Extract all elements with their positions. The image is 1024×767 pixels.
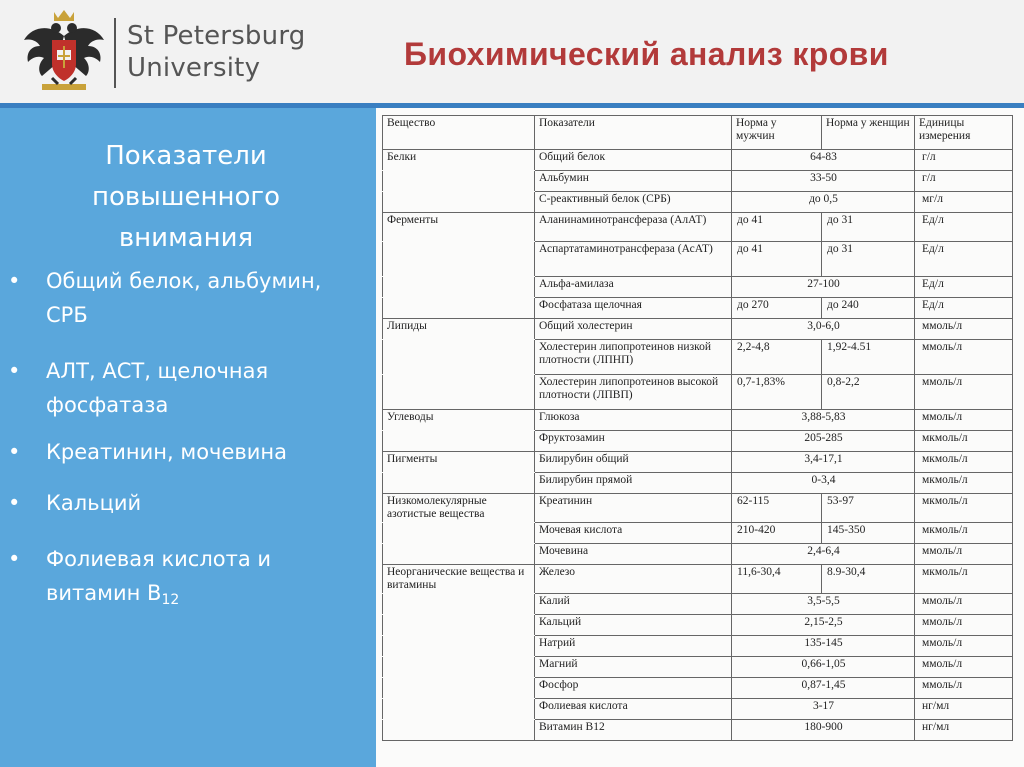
- bullet-item: [8, 354, 368, 422]
- unit-cell: Ед/л: [915, 242, 1013, 277]
- common-norm-cell: 0-3,4: [732, 473, 915, 494]
- bullet-text: АЛТ, АСТ, щелочная фосфатаза: [46, 359, 269, 417]
- parameter-cell: Фосфор: [535, 678, 732, 699]
- table-row: [383, 594, 1013, 615]
- common-norm-cell: 27-100: [732, 277, 915, 298]
- group-name-cell: [383, 192, 535, 213]
- parameter-cell: Витамин B12: [535, 720, 732, 741]
- male-norm-cell: 210-420: [732, 523, 822, 544]
- group-name-cell: [383, 615, 535, 636]
- group-name-cell: [383, 298, 535, 319]
- unit-cell: ммоль/л: [915, 594, 1013, 615]
- table-row: [383, 636, 1013, 657]
- column-header: Единицы измерения: [915, 116, 1013, 150]
- parameter-cell: С-реактивный белок (СРБ): [535, 192, 732, 213]
- group-name-cell: Липиды: [383, 319, 535, 340]
- table-row: [383, 657, 1013, 678]
- table-row: [383, 192, 1013, 213]
- table-header-row: [383, 116, 1013, 150]
- table-row: [383, 340, 1013, 375]
- group-name-cell: [383, 544, 535, 565]
- column-header: Норма у мужчин: [732, 116, 822, 150]
- unit-cell: г/л: [915, 171, 1013, 192]
- table-row: [383, 242, 1013, 277]
- common-norm-cell: 180-900: [732, 720, 915, 741]
- parameter-cell: Билирубин прямой: [535, 473, 732, 494]
- unit-cell: ммоль/л: [915, 410, 1013, 431]
- group-name-cell: [383, 242, 535, 277]
- bullet-dot-icon: •: [8, 547, 21, 571]
- parameter-cell: Аланинаминотрансфераза (АлАТ): [535, 213, 732, 242]
- female-norm-cell: 53-97: [822, 494, 915, 523]
- table-row: [383, 473, 1013, 494]
- parameter-cell: Мочевая кислота: [535, 523, 732, 544]
- male-norm-cell: до 270: [732, 298, 822, 319]
- table-row: [383, 544, 1013, 565]
- common-norm-cell: 33-50: [732, 171, 915, 192]
- reference-table-panel: [376, 108, 1024, 767]
- common-norm-cell: 64-83: [732, 150, 915, 171]
- unit-cell: мкмоль/л: [915, 494, 1013, 523]
- unit-cell: ммоль/л: [915, 340, 1013, 375]
- group-name-cell: Белки: [383, 150, 535, 171]
- female-norm-cell: 8.9-30,4: [822, 565, 915, 594]
- bullet-item: [8, 264, 368, 332]
- unit-cell: ммоль/л: [915, 319, 1013, 340]
- male-norm-cell: 62-115: [732, 494, 822, 523]
- page-title: Биохимический анализ крови: [404, 36, 889, 72]
- parameter-cell: Креатинин: [535, 494, 732, 523]
- focus-heading-line-1: Показатели: [105, 141, 267, 171]
- bullet-text: Кальций: [46, 491, 142, 515]
- group-name-cell: [383, 431, 535, 452]
- brand-line-1: St Petersburg: [127, 21, 306, 51]
- unit-cell: ммоль/л: [915, 657, 1013, 678]
- table-row: [383, 319, 1013, 340]
- focus-heading-line-3: внимания: [118, 223, 254, 253]
- unit-cell: мкмоль/л: [915, 473, 1013, 494]
- parameter-cell: Глюкоза: [535, 410, 732, 431]
- focus-heading-line-2: повышенного: [91, 182, 281, 212]
- common-norm-cell: 3,4-17,1: [732, 452, 915, 473]
- bullet-dot-icon: •: [8, 359, 21, 383]
- unit-cell: мкмоль/л: [915, 565, 1013, 594]
- header: [0, 0, 1024, 103]
- parameter-cell: Аспартатаминотрансфераза (АсАТ): [535, 242, 732, 277]
- unit-cell: мкмоль/л: [915, 523, 1013, 544]
- table-row: [383, 523, 1013, 544]
- unit-cell: нг/мл: [915, 720, 1013, 741]
- group-name-cell: [383, 473, 535, 494]
- left-panel: [0, 108, 376, 767]
- female-norm-cell: 0,8-2,2: [822, 375, 915, 410]
- group-name-cell: [383, 523, 535, 544]
- column-header: Норма у женщин: [822, 116, 915, 150]
- bullet-dot-icon: •: [8, 491, 21, 515]
- unit-cell: г/л: [915, 150, 1013, 171]
- parameter-cell: Общий холестерин: [535, 319, 732, 340]
- common-norm-cell: 205-285: [732, 431, 915, 452]
- parameter-cell: Кальций: [535, 615, 732, 636]
- unit-cell: Ед/л: [915, 277, 1013, 298]
- male-norm-cell: 2,2-4,8: [732, 340, 822, 375]
- logo-divider: [114, 18, 116, 88]
- bullet-text: Общий белок, альбумин, СРБ: [46, 269, 322, 327]
- group-name-cell: [383, 699, 535, 720]
- group-name-cell: [383, 657, 535, 678]
- parameter-cell: Фруктозамин: [535, 431, 732, 452]
- bullet-subscript: 12: [161, 592, 180, 608]
- bullet-item: [8, 542, 368, 617]
- bullet-text: Фолиевая кислота и витамин B: [46, 547, 272, 605]
- male-norm-cell: до 41: [732, 242, 822, 277]
- male-norm-cell: до 41: [732, 213, 822, 242]
- unit-cell: ммоль/л: [915, 544, 1013, 565]
- university-logo-icon: [22, 6, 106, 96]
- common-norm-cell: 2,4-6,4: [732, 544, 915, 565]
- group-name-cell: [383, 375, 535, 410]
- table-row: [383, 699, 1013, 720]
- bullet-dot-icon: •: [8, 440, 21, 464]
- group-name-cell: Углеводы: [383, 410, 535, 431]
- table-row: [383, 171, 1013, 192]
- table-row: [383, 410, 1013, 431]
- female-norm-cell: до 31: [822, 213, 915, 242]
- bullet-text: Креатинин, мочевина: [46, 440, 288, 464]
- reference-values-table: [382, 115, 1013, 741]
- parameter-cell: Железо: [535, 565, 732, 594]
- table-row: [383, 150, 1013, 171]
- common-norm-cell: 3,0-6,0: [732, 319, 915, 340]
- table-row: [383, 452, 1013, 473]
- group-name-cell: [383, 636, 535, 657]
- table-row: [383, 375, 1013, 410]
- common-norm-cell: 3-17: [732, 699, 915, 720]
- group-name-cell: [383, 594, 535, 615]
- unit-cell: Ед/л: [915, 298, 1013, 319]
- group-name-cell: [383, 340, 535, 375]
- group-name-cell: [383, 720, 535, 741]
- group-name-cell: [383, 277, 535, 298]
- bullet-text-with-subscript: [46, 542, 368, 617]
- female-norm-cell: 1,92-4.51: [822, 340, 915, 375]
- table-row: [383, 277, 1013, 298]
- common-norm-cell: 0,87-1,45: [732, 678, 915, 699]
- university-name: [127, 20, 305, 84]
- group-name-cell: Пигменты: [383, 452, 535, 473]
- unit-cell: мг/л: [915, 192, 1013, 213]
- parameter-cell: Альфа-амилаза: [535, 277, 732, 298]
- female-norm-cell: до 240: [822, 298, 915, 319]
- parameter-cell: Билирубин общий: [535, 452, 732, 473]
- column-header: Показатели: [535, 116, 732, 150]
- parameter-cell: Холестерин липопротеинов высокой плотности (ЛПВП): [535, 375, 732, 410]
- common-norm-cell: 3,5-5,5: [732, 594, 915, 615]
- male-norm-cell: 0,7-1,83%: [732, 375, 822, 410]
- table-row: [383, 678, 1013, 699]
- group-name-cell: [383, 171, 535, 192]
- focus-heading: [40, 136, 332, 259]
- table-row: [383, 494, 1013, 523]
- brand-line-2: University: [127, 53, 261, 83]
- parameter-cell: Фосфатаза щелочная: [535, 298, 732, 319]
- parameter-cell: Общий белок: [535, 150, 732, 171]
- unit-cell: ммоль/л: [915, 636, 1013, 657]
- bullet-item: [8, 486, 368, 520]
- female-norm-cell: до 31: [822, 242, 915, 277]
- male-norm-cell: 11,6-30,4: [732, 565, 822, 594]
- parameter-cell: Мочевина: [535, 544, 732, 565]
- table-row: [383, 431, 1013, 452]
- parameter-cell: Натрий: [535, 636, 732, 657]
- unit-cell: ммоль/л: [915, 615, 1013, 636]
- unit-cell: ммоль/л: [915, 375, 1013, 410]
- table-row: [383, 720, 1013, 741]
- group-name-cell: [383, 678, 535, 699]
- bullet-item: [8, 435, 368, 469]
- bullet-dot-icon: •: [8, 269, 21, 293]
- common-norm-cell: 135-145: [732, 636, 915, 657]
- common-norm-cell: 0,66-1,05: [732, 657, 915, 678]
- unit-cell: мкмоль/л: [915, 452, 1013, 473]
- unit-cell: ммоль/л: [915, 678, 1013, 699]
- common-norm-cell: 2,15-2,5: [732, 615, 915, 636]
- column-header: Вещество: [383, 116, 535, 150]
- common-norm-cell: до 0,5: [732, 192, 915, 213]
- unit-cell: мкмоль/л: [915, 431, 1013, 452]
- table-row: [383, 298, 1013, 319]
- group-name-cell: Низкомолекулярные азотистые вещества: [383, 494, 535, 523]
- table-row: [383, 615, 1013, 636]
- unit-cell: Ед/л: [915, 213, 1013, 242]
- unit-cell: нг/мл: [915, 699, 1013, 720]
- female-norm-cell: 145-350: [822, 523, 915, 544]
- group-name-cell: Ферменты: [383, 213, 535, 242]
- parameter-cell: Фолиевая кислота: [535, 699, 732, 720]
- table-row: [383, 213, 1013, 242]
- parameter-cell: Калий: [535, 594, 732, 615]
- group-name-cell: Неорганические вещества и витамины: [383, 565, 535, 594]
- parameter-cell: Холестерин липопротеинов низкой плотности (ЛПНП): [535, 340, 732, 375]
- parameter-cell: Магний: [535, 657, 732, 678]
- common-norm-cell: 3,88-5,83: [732, 410, 915, 431]
- table-row: [383, 565, 1013, 594]
- parameter-cell: Альбумин: [535, 171, 732, 192]
